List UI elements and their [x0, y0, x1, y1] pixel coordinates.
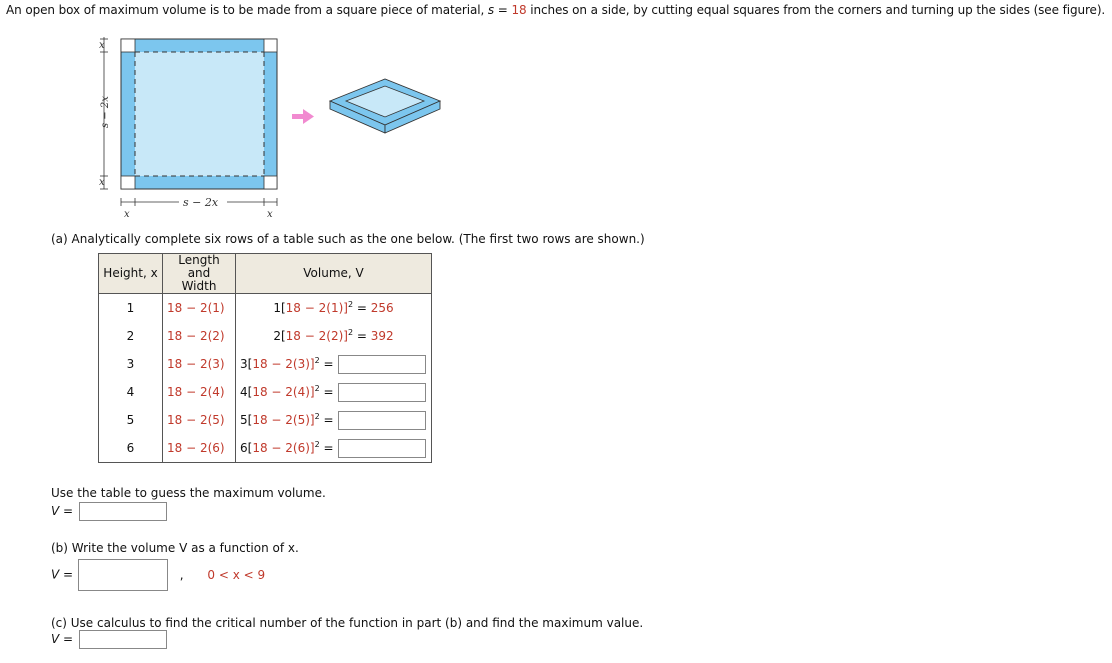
left-bottom-x-label: x: [99, 177, 105, 188]
inner-square: [135, 52, 264, 176]
arrow-icon: [292, 109, 314, 124]
height-cell: 4: [99, 378, 163, 406]
volume-cell: $4[18 - 2(4)]^2$ =: [236, 378, 432, 406]
guess-prompt: Use the table to guess the maximum volume.: [51, 486, 326, 500]
volume-table: [98, 253, 432, 463]
table-row: [99, 294, 432, 323]
volume-cell: $6[18 - 2(6)]^2$ =: [236, 434, 432, 463]
problem-intro: [6, 3, 1105, 17]
corner-square-br: [264, 176, 277, 189]
intro-text-post: inches on a side, by cutting equal squares from the corners and turning up the sides (see figure).: [530, 3, 1106, 17]
intro-s-var: s: [487, 3, 495, 17]
bottom-left-x-label: x: [124, 209, 130, 218]
height-cell: 2: [99, 322, 163, 350]
table-row: [99, 350, 432, 378]
table-row: [99, 322, 432, 350]
lw-cell: 18 − 2(2): [163, 322, 236, 350]
header-volume: Volume, V: [236, 254, 432, 294]
intro-s-value: 18: [511, 3, 527, 17]
bottom-right-x-label: x: [267, 209, 273, 218]
table-row: [99, 378, 432, 406]
part-b-prompt: (b) Write the volume V as a function of x.: [51, 541, 299, 555]
header-length-width: Length and Width: [163, 254, 236, 294]
table-header-row: [99, 254, 432, 294]
volume-cell: $2[18 - 2(2)]^2 = 392$: [236, 322, 432, 350]
corner-square-tl: [121, 39, 135, 52]
lw-cell: 18 − 2(5): [163, 406, 236, 434]
part-c-prompt: (c) Use calculus to find the critical number of the function in part (b) and find the maximum value.: [51, 616, 644, 630]
volume-function-input[interactable]: [78, 559, 168, 591]
volume-input-row-4[interactable]: [338, 383, 426, 402]
part-c-row: [51, 630, 167, 649]
part-c-v-label: V =: [51, 632, 74, 646]
volume-cell: $5[18 - 2(5)]^2$ =: [236, 406, 432, 434]
height-cell: 1: [99, 294, 163, 323]
volume-cell: $1[18 - 2(1)]^2 = 256$: [236, 294, 432, 323]
intro-text-pre: An open box of maximum volume is to be made from a square piece of material,: [6, 3, 485, 17]
part-a-prompt: (a) Analytically complete six rows of a table such as the one below. (The first two rows are shown.): [51, 232, 645, 246]
max-volume-guess-input[interactable]: [79, 502, 167, 521]
part-b-comma: ,: [179, 567, 184, 582]
table-row: [99, 406, 432, 434]
intro-eq: =: [497, 3, 508, 17]
height-cell: 6: [99, 434, 163, 463]
bottom-side-label: s − 2x: [183, 196, 219, 209]
header-height: Height, x: [99, 254, 163, 294]
corner-square-tr: [264, 39, 277, 52]
box-figure: [95, 33, 455, 218]
volume-answer: 256: [370, 301, 394, 315]
lw-cell: 18 − 2(4): [163, 378, 236, 406]
left-top-x-label: x: [99, 40, 105, 51]
folded-box-icon: [330, 79, 440, 133]
volume-input-row-3[interactable]: [338, 355, 426, 374]
max-value-input[interactable]: [79, 630, 167, 649]
volume-cell: $3[18 - 2(3)]^2$ =: [236, 350, 432, 378]
lw-cell: 18 − 2(1): [163, 294, 236, 323]
volume-input-row-5[interactable]: [338, 411, 426, 430]
corner-square-bl: [121, 176, 135, 189]
lw-cell: 18 − 2(3): [163, 350, 236, 378]
volume-input-row-6[interactable]: [338, 439, 426, 458]
domain-text: 0 < x < 9: [207, 567, 266, 582]
lw-cell: 18 − 2(6): [163, 434, 236, 463]
height-cell: 5: [99, 406, 163, 434]
part-b-v-label: V =: [51, 567, 74, 582]
guess-v-label: V =: [51, 504, 74, 518]
table-row: [99, 434, 432, 463]
guess-row: [51, 502, 167, 521]
part-b-row: [51, 559, 265, 591]
left-side-label: s − 2x: [100, 96, 111, 128]
height-cell: 3: [99, 350, 163, 378]
volume-answer: 392: [370, 329, 394, 343]
